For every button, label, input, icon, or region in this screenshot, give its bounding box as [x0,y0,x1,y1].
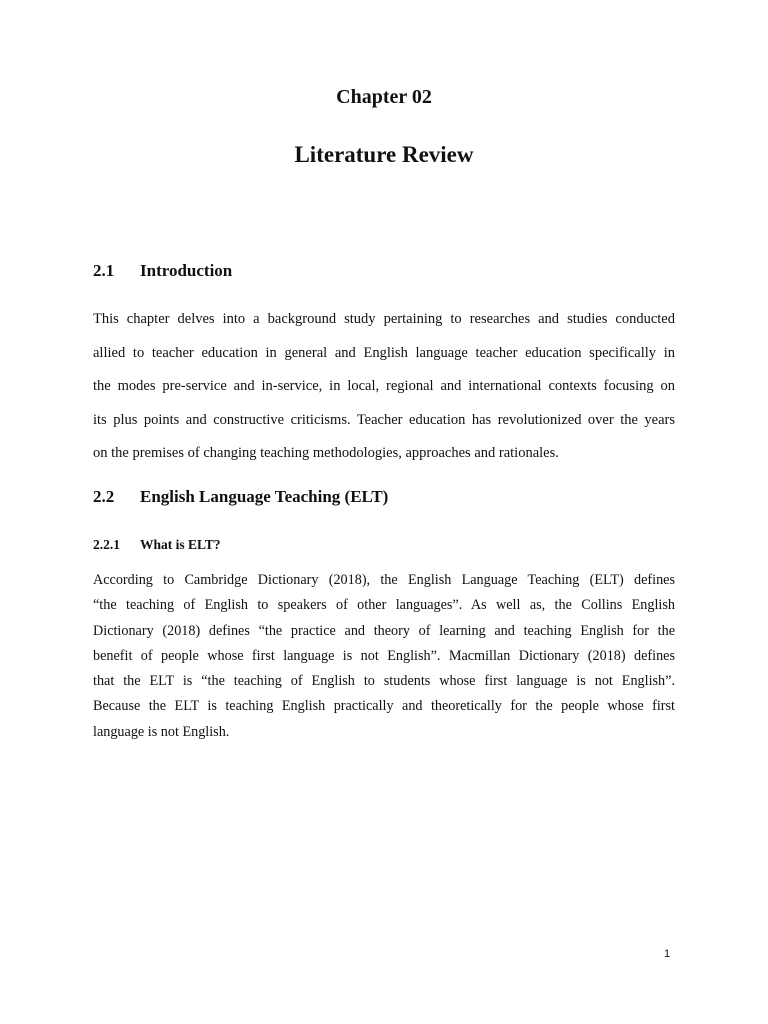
paragraph-line: that the ELT is “the teaching of English to students whose first language is not English”. [93,673,675,690]
what-is-elt-paragraph [93,570,675,747]
section-number: 2.2 [93,487,115,506]
paragraph-line: language is not English. [93,723,230,740]
section-title: Introduction [140,261,233,280]
paragraph-line: benefit of people whose first language is not English”. Macmillan Dictionary (2018) defines [93,647,675,664]
section-title: English Language Teaching (ELT) [140,487,389,506]
paragraph-line: According to Cambridge Dictionary (2018), the English Language Teaching (ELT) defines [93,572,675,588]
subsection-title: What is ELT? [140,537,221,552]
chapter-title: Literature Review [294,142,474,167]
section-number: 2.1 [93,261,115,280]
paragraph-line: on the premises of changing teaching methodologies, approaches and rationales. [93,445,559,461]
section-heading-2-2 [93,487,388,507]
paragraph-line: “the teaching of English to speakers of other languages”. As well as, the Collins English [93,597,675,614]
paragraph-line: This chapter delves into a background study pertaining to researches and studies conducted [93,311,675,327]
subsection-number: 2.2.1 [93,537,120,552]
introduction-paragraph [93,309,675,477]
paragraph-line: allied to teacher education in general and English language teacher education specifically in [93,344,675,361]
paragraph-line: Because the ELT is teaching English practically and theoretically for the people whose first [93,698,675,715]
paragraph-line: its plus points and constructive criticisms. Teacher education has revolutionized over the years [93,411,675,428]
page-number: 1 [664,948,671,960]
section-heading-2-1 [93,261,232,281]
subsection-heading-2-2-1 [93,537,221,553]
paragraph-line: the modes pre-service and in-service, in local, regional and international contexts focusing on [93,378,675,394]
paragraph-line: Dictionary (2018) defines “the practice and theory of learning and teaching English for the [93,622,675,639]
chapter-label: Chapter 02 [336,86,432,108]
